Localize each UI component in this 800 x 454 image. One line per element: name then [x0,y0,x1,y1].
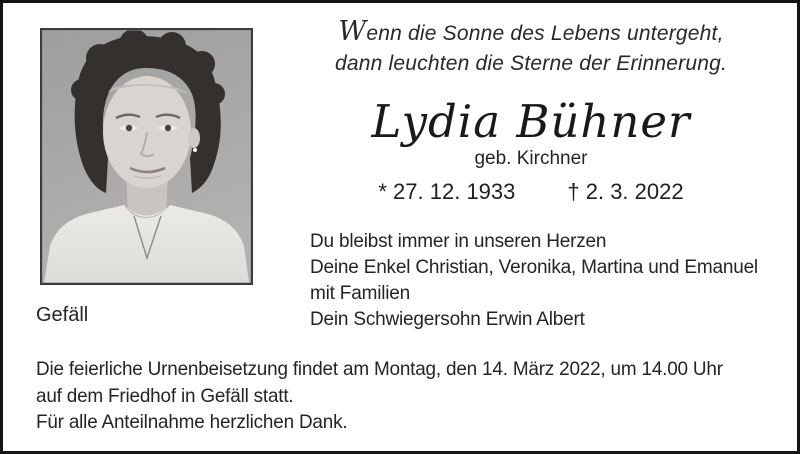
hair-curl [86,44,114,72]
message-line: Du bleibst immer in unseren Herzen [310,231,607,252]
funeral-announcement [36,356,723,436]
birth-date: * 27. 12. 1933 [378,179,516,204]
deceased-name: Lydia Bühner [371,95,691,148]
hair-curl [71,79,93,101]
quote-line-1-text: enn die Sonne des Lebens untergeht, [366,22,724,45]
death-date: † 2. 3. 2022 [567,179,684,204]
message-line: Dein Schwiegersohn Erwin Albert [310,309,585,330]
quote-line-2: dann leuchten die Sterne der Erinnerung. [334,52,728,75]
family-message [310,229,758,333]
life-dates [298,179,764,204]
announcement-line: Für alle Anteilnahme herzlichen Dank. [36,411,348,433]
maiden-name: geb. Kirchner [474,148,588,169]
hair-curl [119,30,149,59]
right-pupil [165,125,171,131]
hair-curl [203,83,225,105]
portrait-photo [40,28,253,285]
earring [193,148,197,152]
message-line: Deine Enkel Christian, Veronika, Martina und Emanuel [310,257,758,278]
left-pupil [126,125,132,131]
portrait-photo-image [42,30,251,283]
quote-initial-letter: W [338,16,367,47]
place-label: Gefäll [36,304,89,326]
announcement-line: Die feierliche Urnenbeisetzung findet am Montag, den 14. März 2022, um 14.00 Uhr [36,358,723,380]
memorial-quote [298,16,764,79]
quote-line-1 [298,16,764,49]
announcement-line: auf dem Friedhof in Gefäll statt. [36,384,294,407]
hair-curl [189,51,215,77]
header-column [298,16,764,204]
hair-curl [158,32,186,60]
message-line: mit Familien [310,283,411,304]
ear [188,128,200,148]
